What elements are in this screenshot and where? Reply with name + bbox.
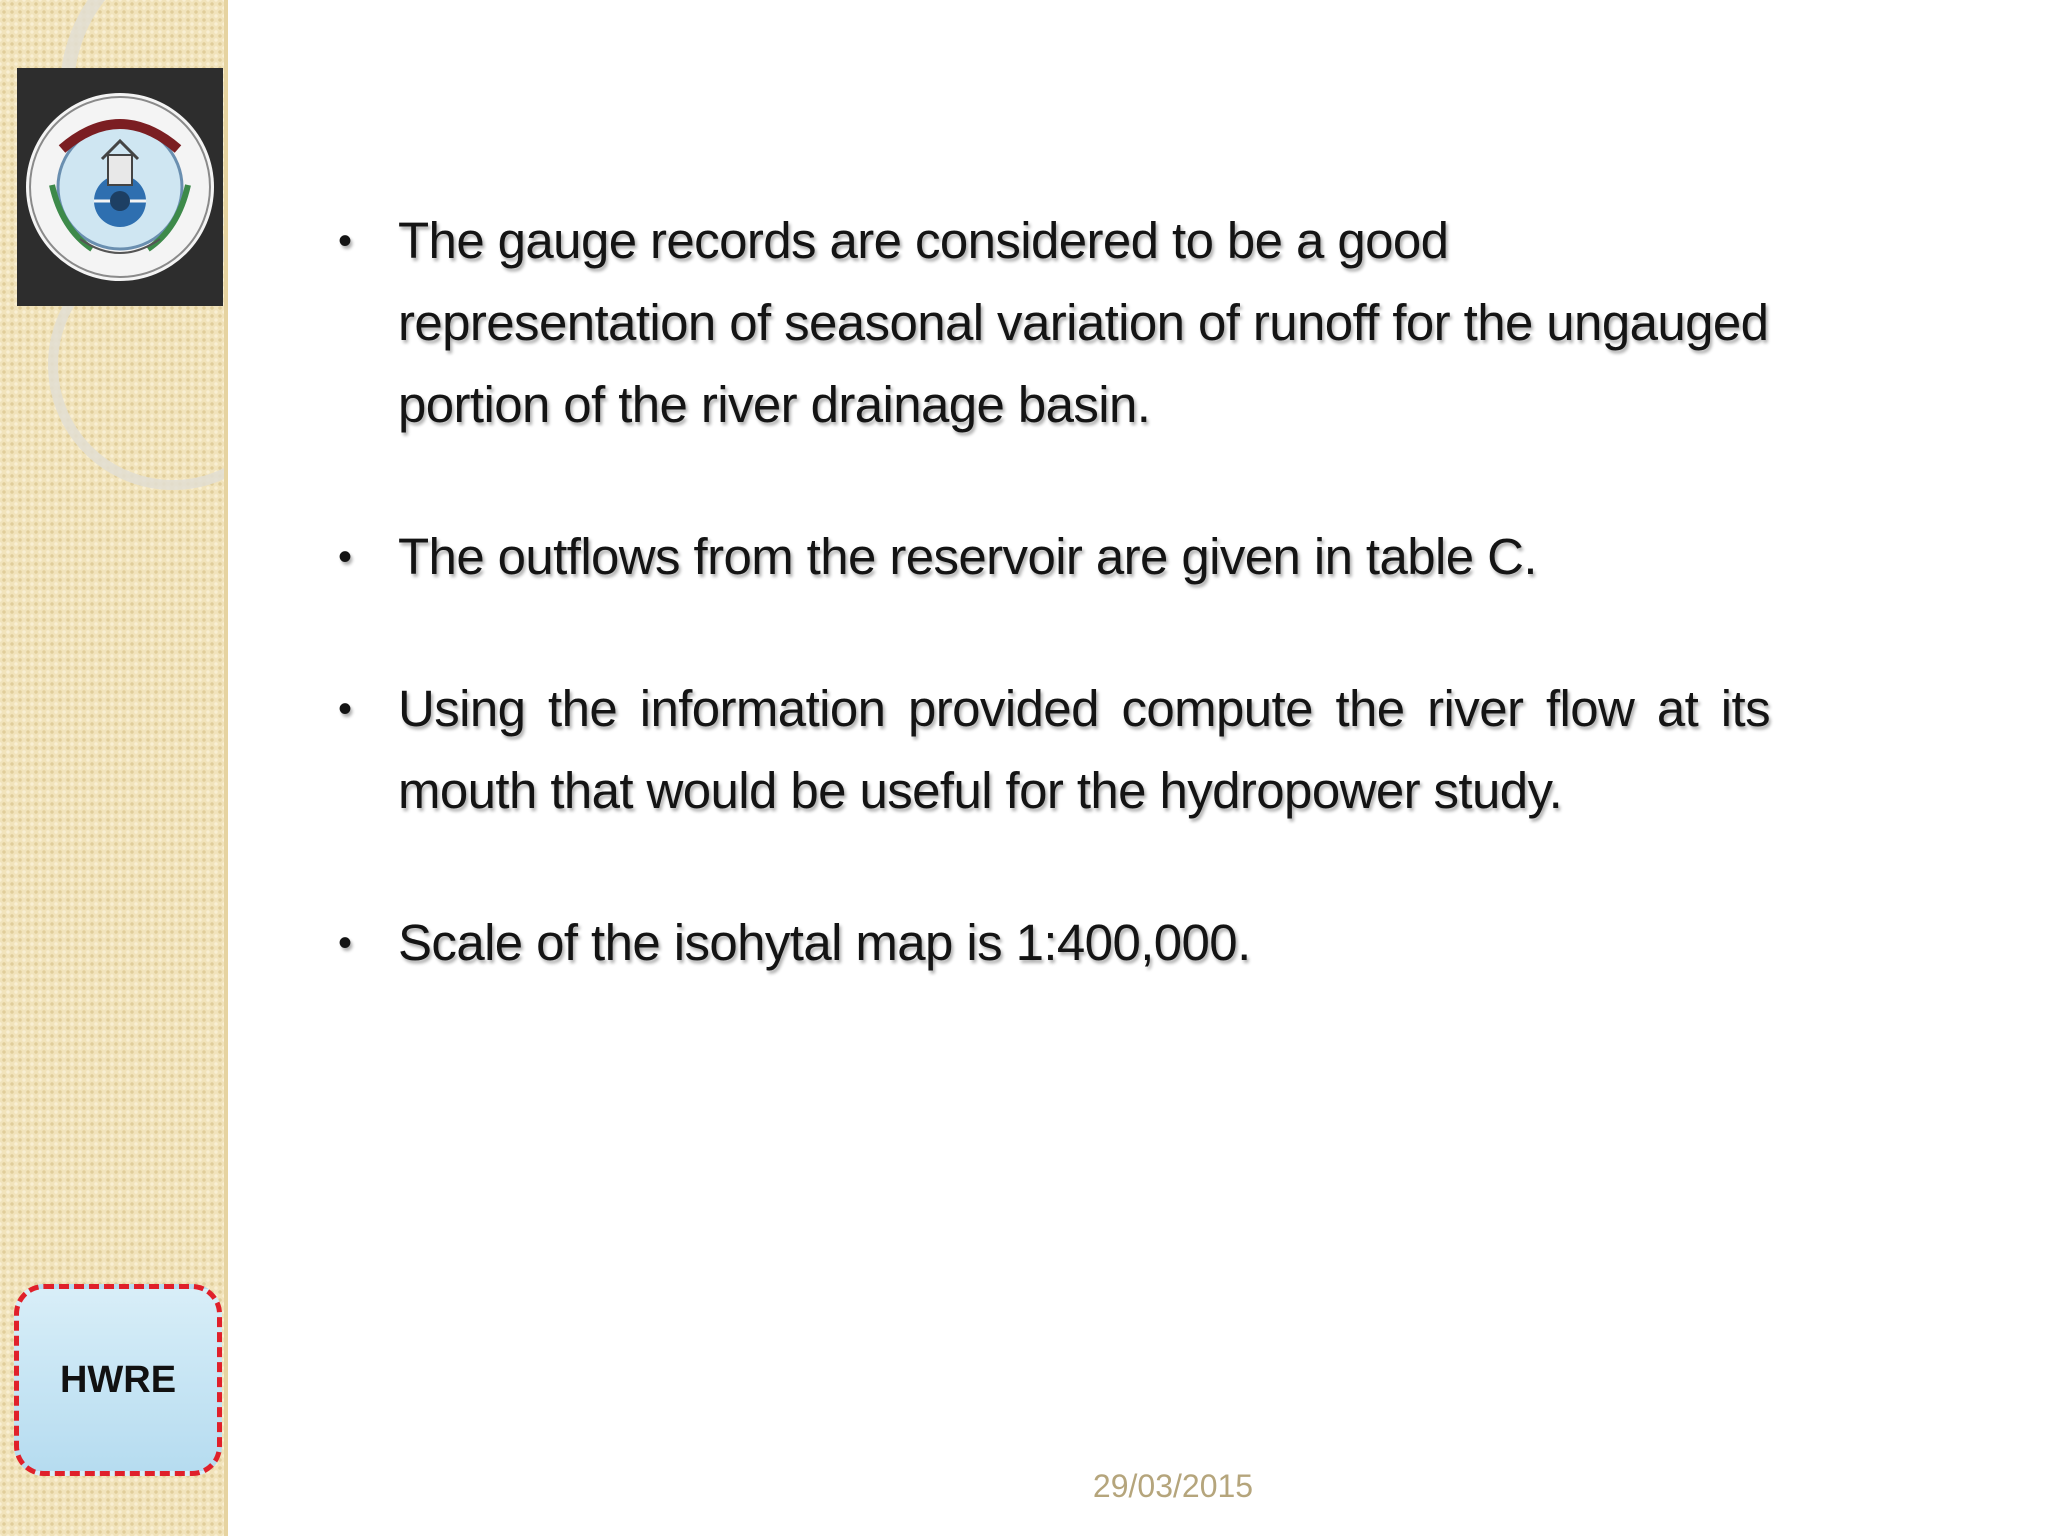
left-sidebar: [0, 0, 228, 1536]
hwre-badge: [14, 1284, 222, 1476]
bullet-text: Using the information provided compute the river flow at its mouth that would be useful for the hydropower study.: [398, 680, 1770, 819]
bullet-marker: •: [338, 921, 352, 965]
hwre-badge-label: HWRE: [59, 1358, 177, 1401]
bullet-marker: •: [338, 219, 352, 263]
university-logo: [17, 68, 223, 306]
bullet-item: [330, 200, 1770, 446]
bullet-item: [330, 902, 1770, 984]
slide-date: 29/03/2015: [1092, 1468, 1254, 1504]
bullet-text: The gauge records are considered to be a good representation of seasonal variation of runoff for the ungauged portion of the river drainage basin.: [398, 212, 1769, 433]
bullet-marker: •: [338, 687, 352, 731]
bullet-item: [330, 668, 1770, 832]
bullet-item: [330, 516, 1770, 598]
bullet-text: The outflows from the reservoir are given in table C.: [398, 528, 1537, 585]
bullet-marker: •: [338, 535, 352, 579]
logo-emblem-icon: [22, 89, 218, 285]
bullet-list: [330, 200, 1770, 984]
bullet-text: Scale of the isohytal map is 1:400,000.: [398, 914, 1251, 971]
slide-content: [330, 200, 1770, 1054]
sidebar-edge: [224, 0, 228, 1536]
